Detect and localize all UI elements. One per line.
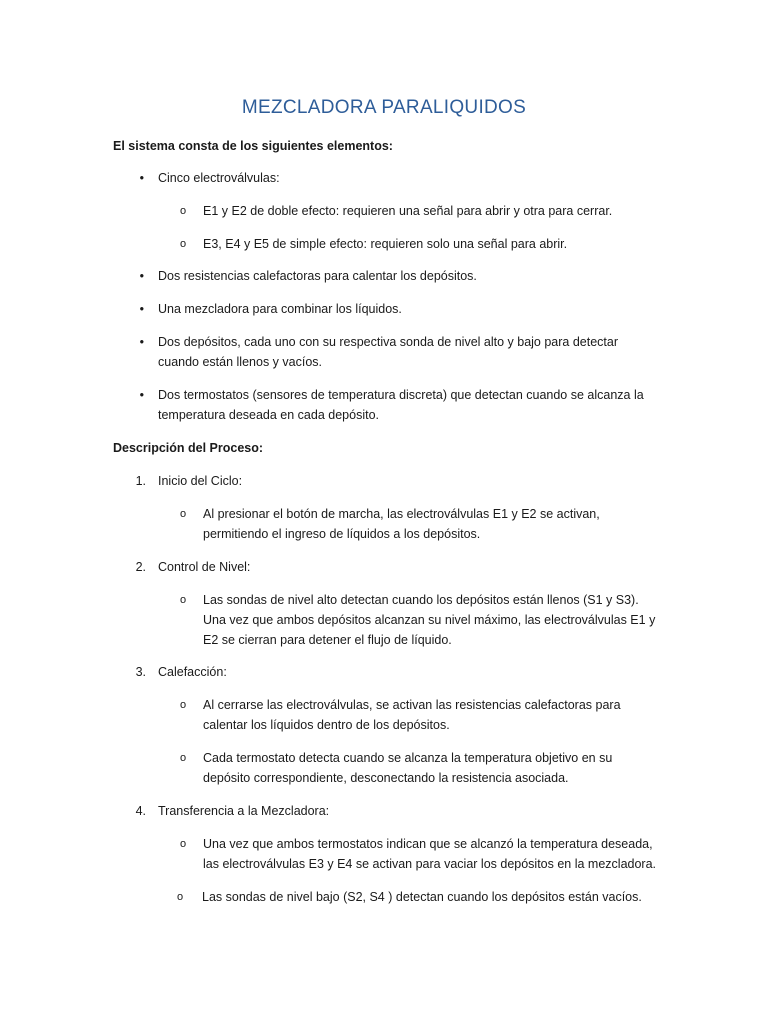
sub-bullet-icon: o	[180, 508, 187, 520]
list-item-line: temperatura deseada en cada depósito.	[158, 408, 379, 422]
list-item	[158, 332, 678, 372]
list-item-line: Al presionar el botón de marcha, las electroválvulas E1 y E2 se activan,	[203, 507, 600, 521]
step-label: Calefacción:	[158, 665, 227, 679]
list-item-line: Una vez que ambos depósitos alcanzan su nivel máximo, las electroválvulas E1 y	[203, 613, 656, 627]
step-number: 3.	[135, 665, 146, 679]
document-title: MEZCLADORA PARALIQUIDOS	[241, 97, 527, 118]
step-number: 2.	[135, 560, 146, 574]
bullet-icon: •	[139, 269, 144, 283]
list-item-line: Dos termostatos (sensores de temperatura discreta) que detectan cuando se alcanza la	[158, 388, 644, 402]
list-item-line: Al cerrarse las electroválvulas, se activan las resistencias calefactoras para	[203, 698, 621, 712]
sub-bullet-icon: o	[180, 699, 187, 711]
list-item-line: calentar los líquidos dentro de los depósitos.	[203, 718, 450, 732]
list-item	[158, 385, 678, 425]
bullet-icon: •	[139, 302, 144, 316]
sub-bullet-icon: o	[180, 752, 187, 764]
section-heading-elements: El sistema consta de los siguientes elementos:	[113, 139, 393, 153]
step-label: Transferencia a la Mezcladora:	[158, 804, 330, 818]
list-item-line: permitiendo el ingreso de líquidos a los depósitos.	[203, 527, 481, 541]
list-item-line: Una vez que ambos termostatos indican que se alcanzó la temperatura deseada,	[203, 837, 653, 851]
step-number: 4.	[135, 804, 146, 818]
list-item-line: Cada termostato detecta cuando se alcanza la temperatura objetivo en su	[203, 751, 613, 765]
list-item: E1 y E2 de doble efecto: requieren una señal para abrir y otra para cerrar.	[203, 204, 613, 218]
list-item-line: E2 se cierran para detener el flujo de líquido.	[203, 633, 452, 647]
section-heading-process: Descripción del Proceso:	[113, 441, 264, 455]
step-label: Control de Nivel:	[158, 560, 251, 574]
bullet-icon: •	[139, 171, 144, 185]
bullet-icon: •	[139, 388, 144, 402]
sub-bullet-icon: o	[180, 594, 187, 606]
list-item-line: Las sondas de nivel alto detectan cuando los depósitos están llenos (S1 y S3).	[203, 593, 639, 607]
sub-bullet-icon: o	[180, 838, 187, 850]
list-item	[203, 504, 673, 544]
list-item	[203, 834, 673, 874]
list-item: E3, E4 y E5 de simple efecto: requieren solo una señal para abrir.	[203, 237, 568, 251]
list-item: Dos resistencias calefactoras para calentar los depósitos.	[158, 269, 477, 283]
sub-bullet-icon: o	[177, 891, 184, 903]
list-item: Una mezcladora para combinar los líquidos.	[158, 302, 402, 316]
list-item: Cinco electroválvulas:	[158, 171, 280, 185]
sub-bullet-icon: o	[180, 205, 187, 217]
list-item	[203, 748, 673, 788]
step-label: Inicio del Ciclo:	[158, 474, 243, 488]
list-item-line: cuando están llenos y vacíos.	[158, 355, 322, 369]
list-item-line: las electroválvulas E3 y E4 se activan para vaciar los depósitos en la mezcladora.	[203, 857, 657, 871]
list-item-line: Dos depósitos, cada uno con su respectiva sonda de nivel alto y bajo para detectar	[158, 335, 619, 349]
step-number: 1.	[135, 474, 146, 488]
list-item: Las sondas de nivel bajo (S2, S4 ) detectan cuando los depósitos están vacíos.	[202, 890, 642, 904]
bullet-icon: •	[139, 335, 144, 349]
list-item-line: depósito correspondiente, desconectando la resistencia asociada.	[203, 771, 569, 785]
sub-bullet-icon: o	[180, 238, 187, 250]
list-item	[203, 695, 673, 735]
list-item	[203, 590, 673, 650]
